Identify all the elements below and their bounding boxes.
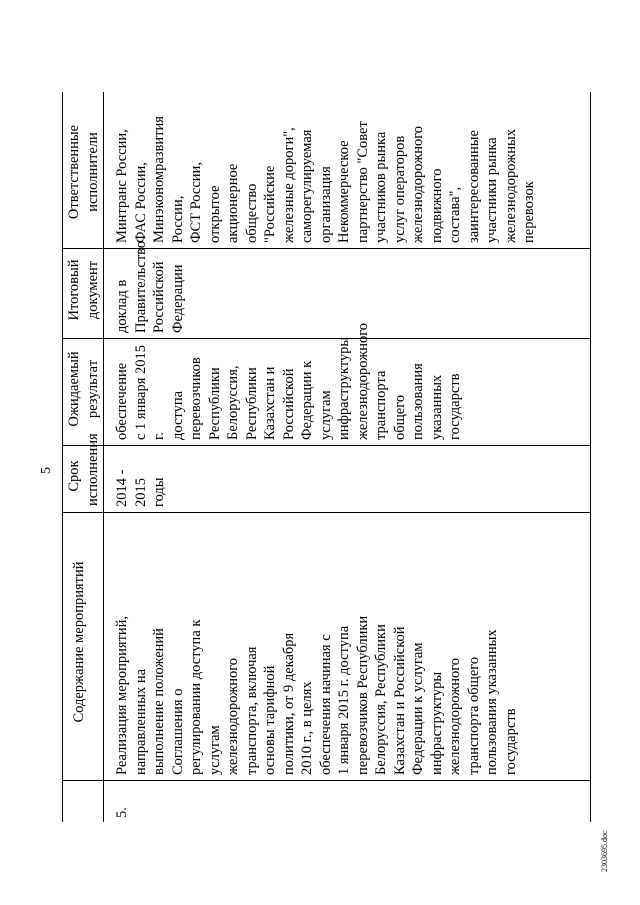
table-border-header-bottom	[103, 92, 104, 822]
header-deadline: Срок исполнения	[66, 433, 101, 506]
footer-document-code: 2303695.doc	[600, 830, 609, 872]
row-responsible: Минтранс России, ФАС России, Минэкономразвития России, ФСТ России, открытое акционерное общество "Российские железные дороги", саморегулируемая организация Некоммерческое партнерство "Совет участников рынка услуг операторов железнодорожного подвижного состава", заинтересованные участники рынка железнодорожных перевозок	[114, 116, 537, 243]
table-border-row-bottom	[590, 92, 591, 822]
row-expected-result: обеспечение с 1 января 2015 г. доступа перевозчиков Республики Белоруссия, Республики Казахстан и Российской Федерации к услугам инфраструктуры железнодорожного транспорта общего пользования указанных государств	[114, 322, 463, 440]
row-deadline: 2014 - 2015 годы	[114, 469, 167, 507]
row-final-document: доклад в Правительство Российской Федерации	[114, 240, 186, 333]
header-expected-result: Ожидаемый результат	[66, 351, 101, 427]
header-final-document: Итоговый документ	[66, 259, 101, 321]
page-number: 5	[39, 467, 54, 474]
header-content: Содержание мероприятий	[71, 561, 87, 723]
row-content: Реализация мероприятий, направленных на выполнение положений Соглашения о регулировании доступа к услугам железнодорожного транспорта, включая основы тарифной политики, от 9 декабря 2010 г., в целях обеспечения начиная с 1 января 2015 г. доступа перевозчиков Республики Белоруссия, Республики Казахстан и Российской Федерации к услугам инфраструктуры железнодорожного транспорта общего пользования указанных государств	[114, 615, 519, 775]
row-number: 5.	[114, 807, 130, 818]
column-separator-1	[62, 780, 591, 781]
header-responsible: Ответственные исполнители	[66, 124, 101, 220]
table-border-header-top	[62, 92, 63, 822]
